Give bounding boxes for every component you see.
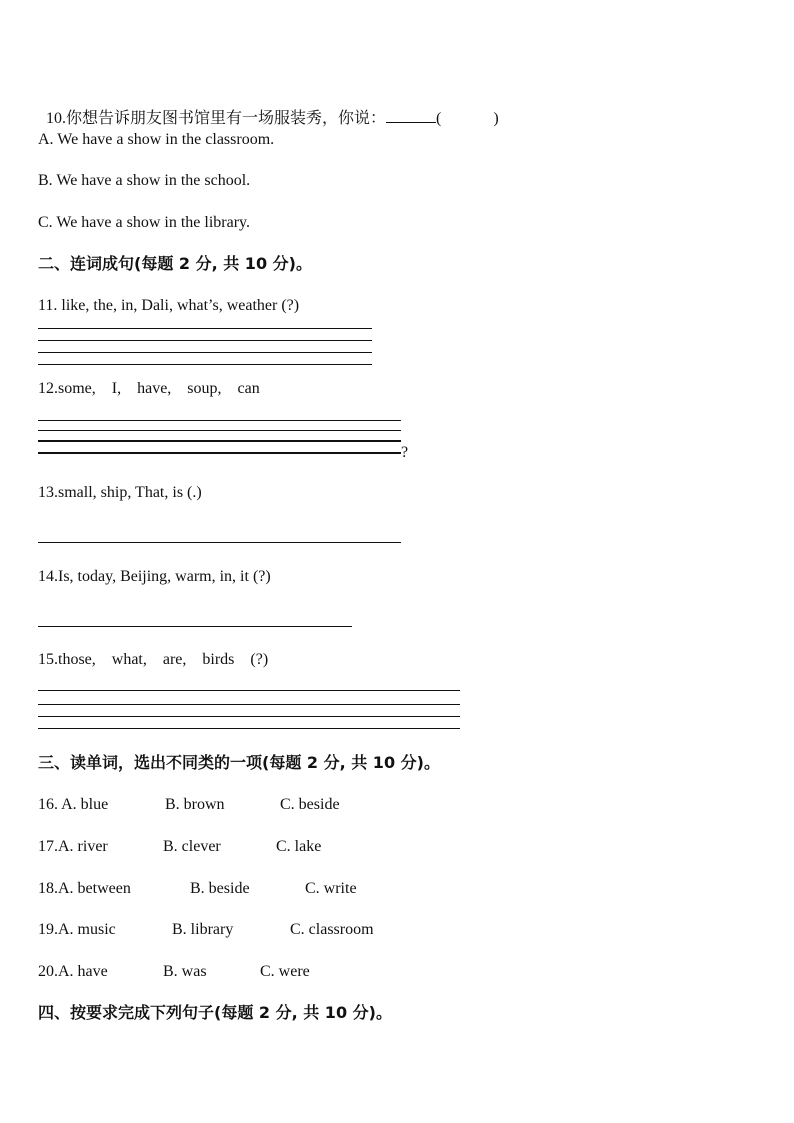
q10-prompt: 10.你想告诉朋友图书馆里有一场服装秀，你说： — [46, 110, 387, 127]
q16-option-c: C. beside — [280, 796, 340, 813]
q15-text: 15.those, what, are, birds (?) — [38, 651, 269, 668]
q20-option-b: B. was — [163, 963, 207, 980]
section4-title: 四、按要求完成下列句子(每题 2 分, 共 10 分)。 — [38, 1003, 392, 1022]
q20-option-c: C. were — [260, 963, 310, 980]
q10-open-paren: ( — [436, 110, 442, 127]
q18-option-c: C. write — [305, 880, 357, 897]
q15-answer-line[interactable] — [38, 704, 460, 705]
q12-question-mark: ? — [401, 444, 409, 461]
q10-option-a: A. We have a show in the classroom. — [38, 131, 275, 148]
section2-title: 二、连词成句(每题 2 分, 共 10 分)。 — [38, 254, 312, 273]
q11-answer-line[interactable] — [38, 328, 372, 329]
q18-option-b: B. beside — [190, 880, 250, 897]
q19-option-a: 19.A. music — [38, 921, 116, 938]
q10-close-paren: ) — [493, 110, 499, 127]
q14-text: 14.Is, today, Beijing, warm, in, it (?) — [38, 568, 271, 585]
q20-option-a: 20.A. have — [38, 963, 108, 980]
q19-option-b: B. library — [172, 921, 234, 938]
q11-answer-line[interactable] — [38, 364, 372, 365]
q12-answer-line[interactable] — [38, 452, 401, 454]
q12-answer-line[interactable] — [38, 430, 401, 431]
q15-answer-line[interactable] — [38, 728, 460, 729]
q12-text: 12.some, I, have, soup, can — [38, 380, 260, 397]
q16-option-a: 16. A. blue — [38, 796, 109, 813]
q15-answer-line[interactable] — [38, 690, 460, 691]
q17-option-c: C. lake — [276, 838, 322, 855]
q12-answer-line[interactable] — [38, 420, 401, 421]
section3-title: 三、读单词，选出不同类的一项(每题 2 分, 共 10 分)。 — [38, 753, 440, 772]
q13-answer-line[interactable] — [38, 542, 401, 543]
q17-option-a: 17.A. river — [38, 838, 108, 855]
q17-option-b: B. clever — [163, 838, 221, 855]
q10-option-c: C. We have a show in the library. — [38, 214, 250, 231]
q13-text: 13.small, ship, That, is (.) — [38, 484, 202, 501]
q12-answer-line[interactable] — [38, 440, 401, 442]
q15-answer-line[interactable] — [38, 716, 460, 717]
q14-answer-line[interactable] — [38, 626, 352, 627]
q11-answer-line[interactable] — [38, 340, 372, 341]
q11-answer-line[interactable] — [38, 352, 372, 353]
q18-option-a: 18.A. between — [38, 880, 131, 897]
q11-text: 11. like, the, in, Dali, what’s, weather (?) — [38, 297, 300, 314]
q10-answer-blank[interactable] — [386, 108, 436, 123]
q10-line — [38, 88, 499, 129]
q19-option-c: C. classroom — [290, 921, 374, 938]
q16-option-b: B. brown — [165, 796, 225, 813]
q10-option-b: B. We have a show in the school. — [38, 172, 251, 189]
